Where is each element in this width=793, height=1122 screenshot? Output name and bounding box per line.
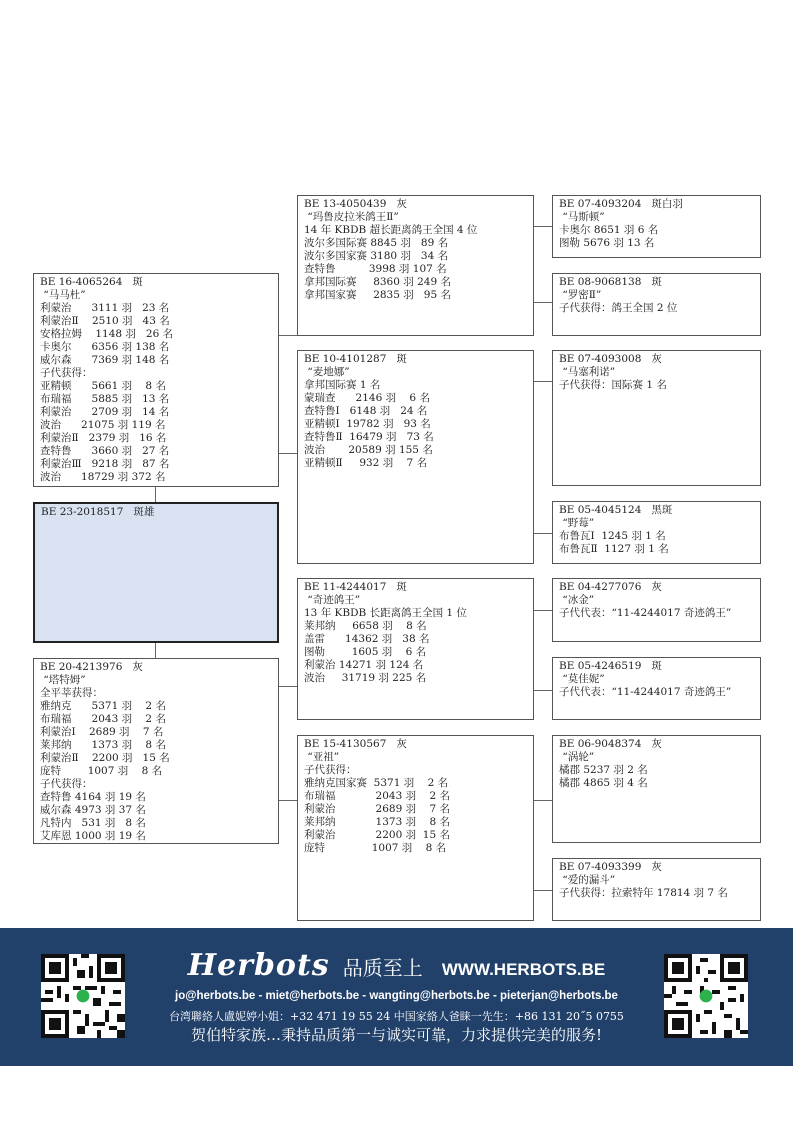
ring-number: BE 20-4213976 灰 [40,661,143,673]
subject-pigeon-card [33,502,279,643]
website-link[interactable]: WWW.HERBOTS.BE [441,960,606,979]
connector [533,226,552,227]
record-line: 蒙瑞查 2146 羽 6 名 [304,392,430,404]
record-line: 布鲁瓦Ⅰ 1245 羽 1 名 [559,530,666,542]
pigeon-name: “莫佳妮” [559,673,605,685]
connector [278,335,297,336]
record-line: 亚精顿Ⅱ 932 羽 7 名 [304,457,428,469]
record-line: 亚精顿Ⅰ 19782 羽 93 名 [304,418,431,430]
herbots-logo: Herbots [187,948,330,983]
ancestor-card [552,501,761,564]
connector [533,381,552,382]
record-line: 查特鲁 3660 羽 27 名 [40,445,170,457]
record-line: 凡特内 531 羽 8 名 [40,817,146,829]
maternal-grandsire-card [297,578,534,720]
ring-number: BE 16-4065264 斑 [40,276,143,288]
record-line: 拿邦国际赛 1 名 [304,379,381,391]
maternal-granddam-card [297,735,534,921]
pigeon-name: “马斯顿” [559,211,605,223]
record-line: 利蒙治Ⅱ 2379 羽 16 名 [40,432,167,444]
ring-number: BE 04-4277076 灰 [559,581,662,593]
record-line: 查特鲁 4164 羽 19 名 [40,791,146,803]
record-line: 庞特 1007 羽 8 名 [304,842,447,854]
record-line: 子代获得： [304,764,357,776]
record-line: 庞特 1007 羽 8 名 [40,765,163,777]
connector [533,690,552,691]
record-line: 布瑞福 5885 羽 13 名 [40,393,170,405]
pigeon-name: “亚祖” [304,751,340,763]
record-line: 利蒙治Ⅱ 2200 羽 15 名 [40,752,170,764]
record-line: 卡奥尔 8651 羽 6 名 [559,224,659,236]
paternal-grandsire-card [297,195,534,336]
record-line: 亚精顿 5661 羽 8 名 [40,380,166,392]
record-line: 布瑞福 2043 羽 2 名 [40,713,166,725]
record-line: 利蒙治 3111 羽 23 名 [40,302,170,314]
record-line: 威尔森 4973 羽 37 名 [40,804,146,816]
ancestor-card [552,350,761,486]
connector [278,800,297,801]
footer-banner [0,928,793,1066]
record-line: 波治 31719 羽 225 名 [304,672,427,684]
ring-number: BE 07-4093399 灰 [559,861,662,873]
record-line: 查特鲁 3998 羽 107 名 [304,263,447,275]
connector [155,642,156,658]
ring-number: BE 07-4093204 斑白羽 [559,198,683,210]
record-line: 利蒙治 2200 羽 15 名 [304,829,450,841]
record-line: 莱邦纳 1373 羽 8 名 [40,739,166,751]
record-line: 威尔森 7369 羽 148 名 [40,354,170,366]
motto: 贺伯特家族…秉持品质第一与诚实可靠，力求提供完美的服务! [190,1026,603,1044]
connector [533,302,552,303]
connector [533,610,552,611]
ring-number: BE 08-9068138 斑 [559,276,662,288]
ring-number: BE 06-9048374 灰 [559,738,662,750]
record-line: 莱邦纳 1373 羽 8 名 [304,816,450,828]
record-line: 波尔多国际赛 8845 羽 89 名 [304,237,449,249]
connector [278,453,297,454]
pigeon-name: “冰金” [559,594,595,606]
ancestor-card [552,858,761,921]
ring-number: BE 13-4050439 灰 [304,198,407,210]
record-line: 13 年 KBDB 长距离鸽王全国 1 位 [304,607,467,619]
ancestor-card [552,578,761,642]
record-line: 布鲁瓦Ⅱ 1127 羽 1 名 [559,543,669,555]
contact-line: 台湾聯絡人盧妮婷小姐：+32 471 19 55 24 中国家絡人爸睐一先生：+86 131 20˝5 0755 [169,1010,624,1023]
pigeon-name: “奇迹鸽王” [304,594,361,606]
pigeon-name: “马塞利诺” [559,366,616,378]
sire-card [33,273,279,487]
record-line: 子代获得：鸽王全国 2 位 [559,302,678,314]
record-line: 利蒙治Ⅲ 9218 羽 87 名 [40,458,170,470]
record-line: 图勒 5676 羽 13 名 [559,237,655,249]
ancestor-card [552,735,761,843]
pigeon-name: “玛鲁皮拉米鸽王Ⅱ” [304,211,399,223]
record-line: 利蒙治 2709 羽 14 名 [40,406,170,418]
connector [533,800,552,801]
record-line: 波尔多国家赛 3180 羽 34 名 [304,250,449,262]
record-line: 子代获得： [40,778,93,790]
connector [533,890,552,891]
record-line: 利蒙治Ⅱ 2510 羽 43 名 [40,315,170,327]
record-line: 艾库恩 1000 羽 19 名 [40,830,146,842]
record-line: 波治 21075 羽 119 名 [40,419,166,431]
connector [278,686,297,687]
slogan: 品质至上 [342,956,423,980]
connector [155,486,156,502]
dam-card [33,658,279,844]
pigeon-name: “麦地娜” [304,366,350,378]
ring-number: BE 10-4101287 斑 [304,353,407,365]
record-line: 查特鲁Ⅱ 16479 羽 73 名 [304,431,434,443]
record-line: 14 年 KBDB 超长距离鸽王全国 4 位 [304,224,478,236]
record-line: 莱邦纳 6658 羽 8 名 [304,620,427,632]
record-line: 子代代表：“11-4244017 奇迹鸽王” [559,607,732,619]
record-line: 布瑞福 2043 羽 2 名 [304,790,450,802]
record-line: 雅纳克国家赛 5371 羽 2 名 [304,777,449,789]
ancestor-card [552,195,761,258]
ring-number: BE 23-2018517 斑雄 [41,506,155,518]
record-line: 查特鲁Ⅰ 6148 羽 24 名 [304,405,428,417]
record-line: 子代获得： [40,367,93,379]
record-line: 利蒙治 2689 羽 7 名 [304,803,450,815]
pigeon-name: “野莓” [559,517,595,529]
record-line: 子代获得：拉索特年 17814 羽 7 名 [559,887,728,899]
pigeon-name: “马马杜” [40,289,86,301]
record-line: 子代获得：国际赛 1 名 [559,379,667,391]
record-line: 安格拉姆 1148 羽 26 名 [40,328,174,340]
record-line: 盖雷 14362 羽 38 名 [304,633,430,645]
record-line: 波治 20589 羽 155 名 [304,444,433,456]
ring-number: BE 05-4045124 黑斑 [559,504,673,516]
ancestor-card [552,657,761,720]
record-line: 波治 18729 羽 372 名 [40,471,166,483]
record-line: 橘郡 4865 羽 4 名 [559,777,648,789]
record-line: 拿邦国家赛 2835 羽 95 名 [304,289,451,301]
ring-number: BE 11-4244017 斑 [304,581,407,593]
email-list: jo@herbots.be - miet@herbots.be - wangting@herbots.be - pieterjan@herbots.be [175,990,618,1002]
ancestor-card [552,273,761,336]
pigeon-name: “塔特姆” [40,674,86,686]
pigeon-name: “爱的漏斗” [559,874,616,886]
brand-row [0,948,793,983]
record-line: 卡奥尔 6356 羽 138 名 [40,341,170,353]
pigeon-name: “涡轮” [559,751,595,763]
record-line: 全平莘获得： [40,687,103,699]
ring-number: BE 05-4246519 斑 [559,660,662,672]
record-line: 图勒 1605 羽 6 名 [304,646,427,658]
ring-number: BE 15-4130567 灰 [304,738,407,750]
connector [533,533,552,534]
record-line: 橘郡 5237 羽 2 名 [559,764,648,776]
ring-number: BE 07-4093008 灰 [559,353,662,365]
record-line: 雅纳克 5371 羽 2 名 [40,700,166,712]
record-line: 子代代表：“11-4244017 奇迹鸽王” [559,686,732,698]
record-line: 利蒙治Ⅰ 2689 羽 7 名 [40,726,164,738]
record-line: 拿邦国际赛 8360 羽 249 名 [304,276,451,288]
paternal-granddam-card [297,350,534,564]
pigeon-name: “罗密Ⅱ” [559,289,602,301]
record-line: 利蒙治 14271 羽 124 名 [304,659,424,671]
